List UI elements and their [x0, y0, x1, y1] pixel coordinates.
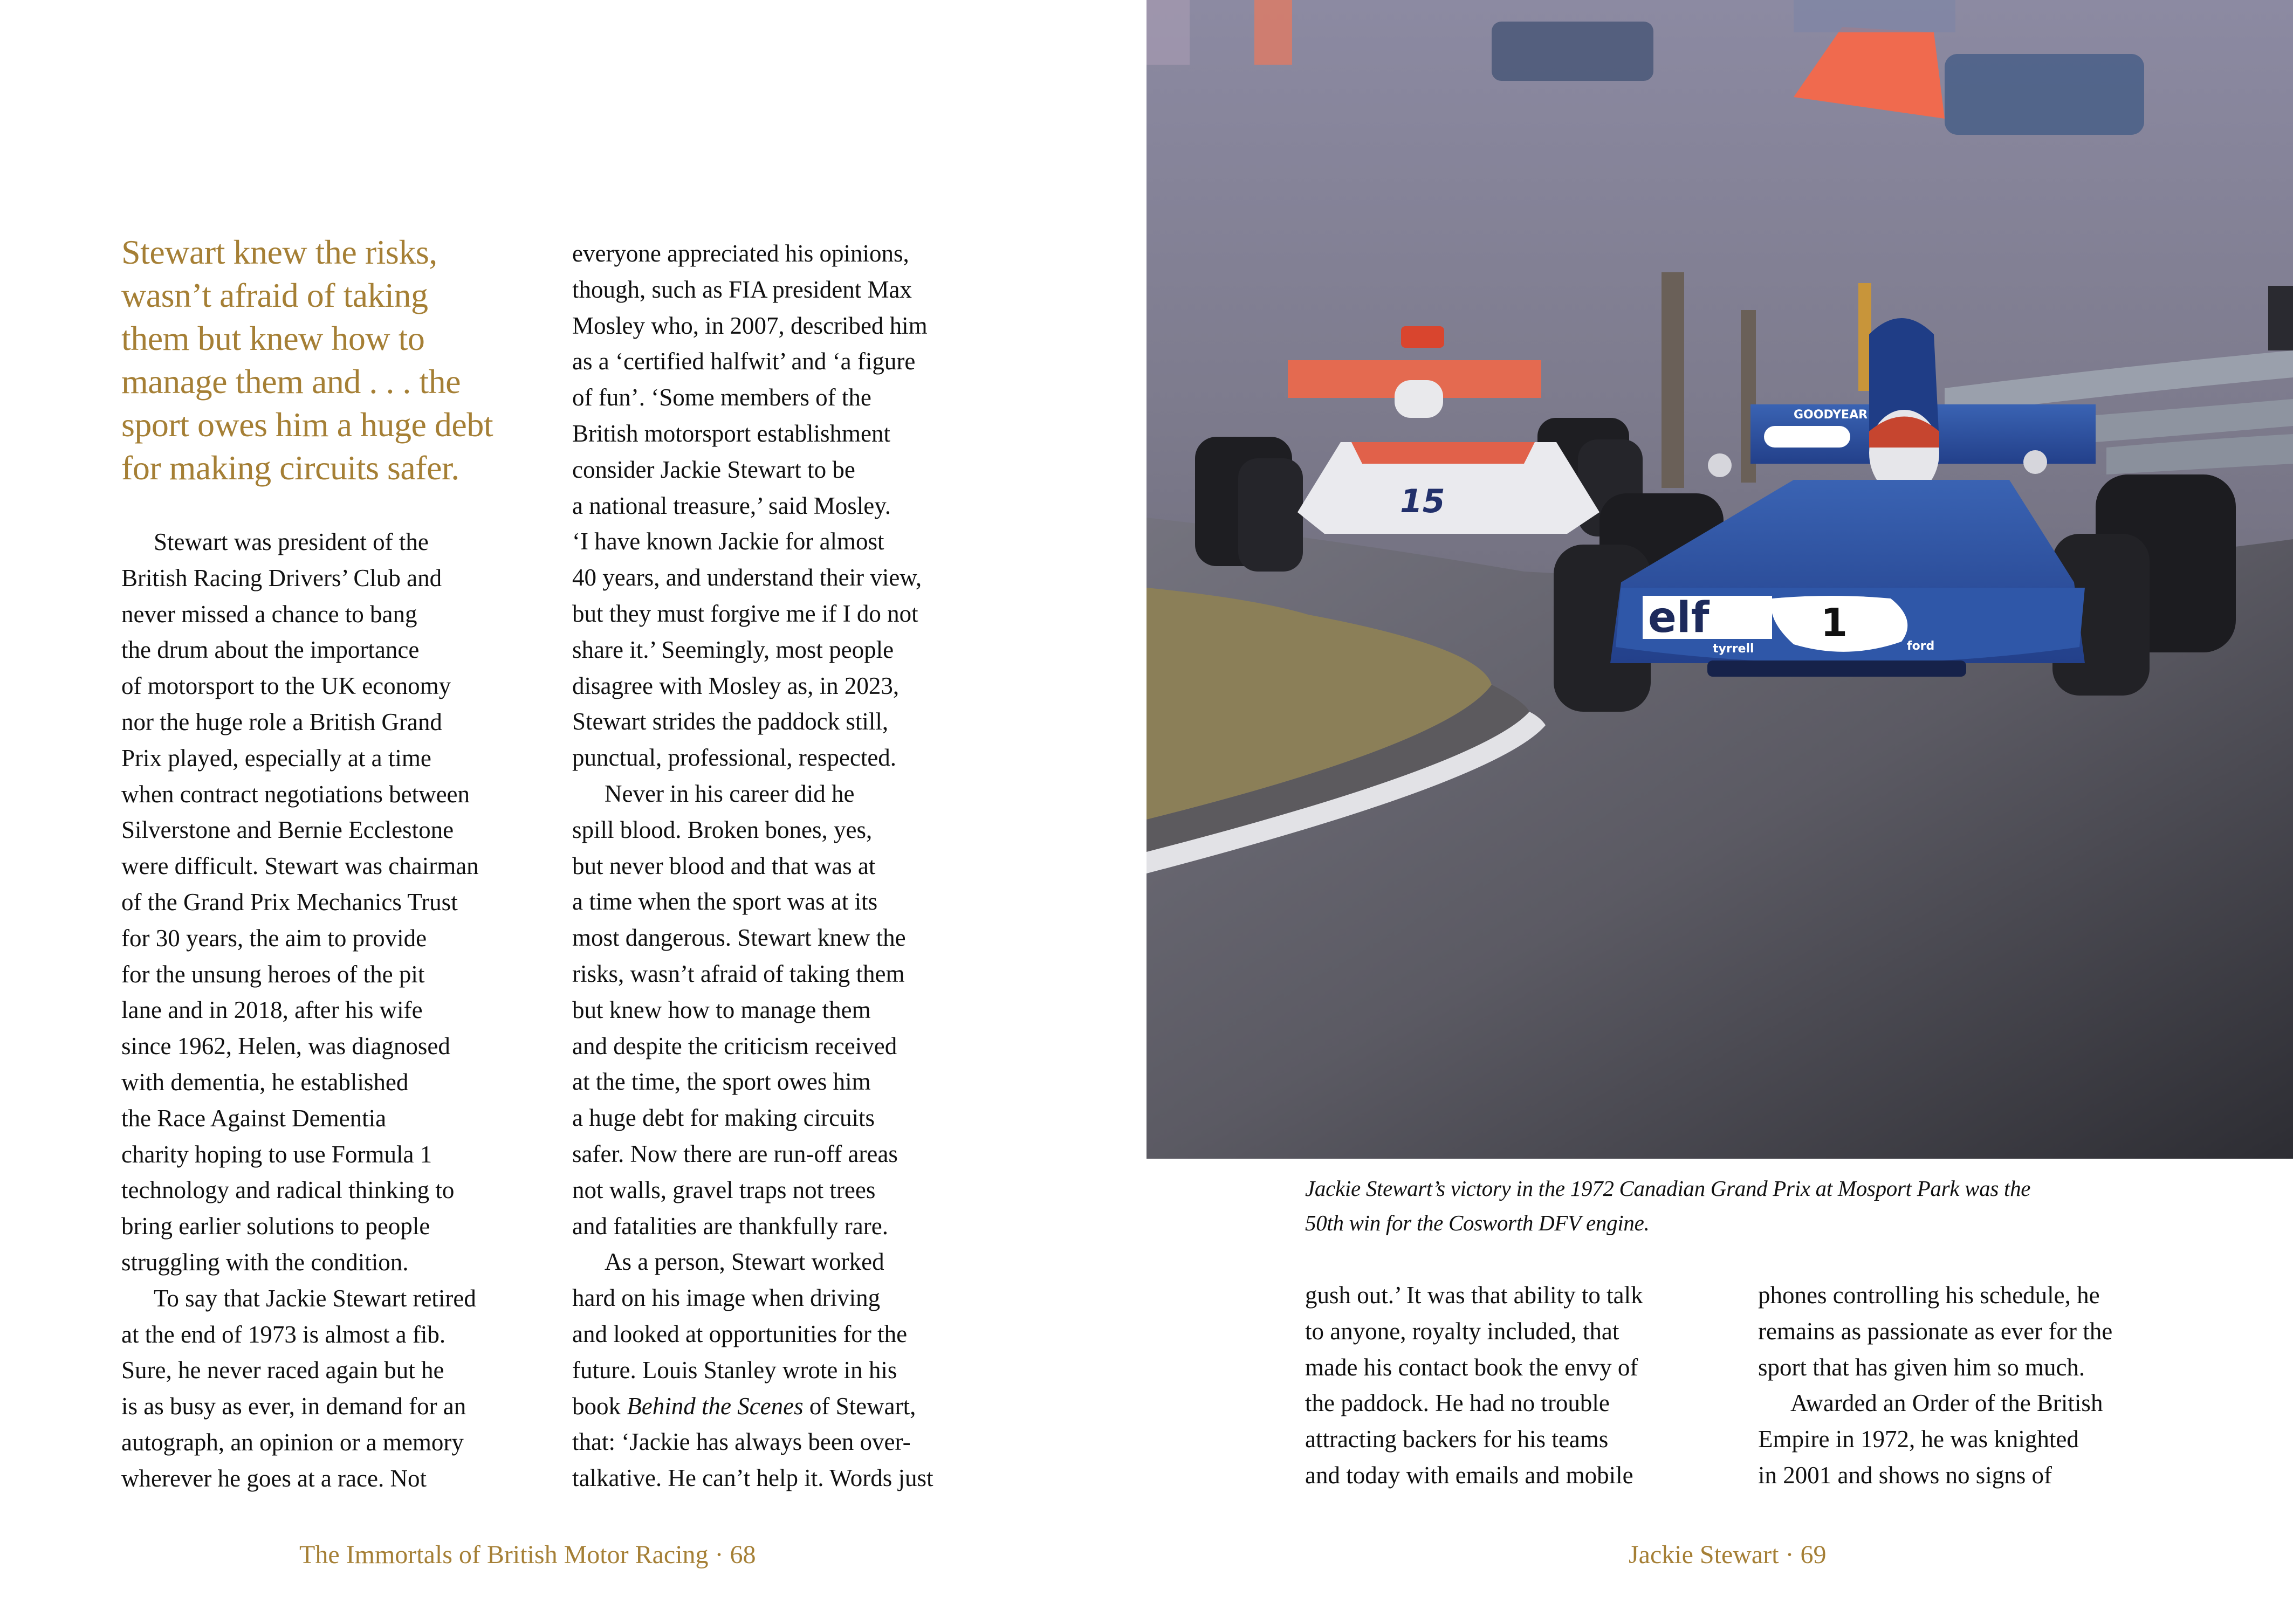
body-line: not walls, gravel traps not trees	[572, 1176, 876, 1203]
body-line: but they must forgive me if I do not	[572, 600, 918, 627]
pull-quote-line: wasn’t afraid of taking	[121, 276, 428, 314]
running-footer-right: Jackie Stewart · 69	[1629, 1540, 1827, 1569]
body-line: Awarded an Order of the British	[1790, 1389, 2103, 1417]
race-photo-illustration	[1146, 0, 2293, 1159]
body-line: wherever he goes at a race. Not	[121, 1464, 427, 1492]
body-line: and today with emails and mobile	[1305, 1461, 1633, 1489]
body-line: of the Grand Prix Mechanics Trust	[121, 888, 458, 916]
body-line: sport that has given him so much.	[1758, 1353, 2085, 1381]
book-title: Behind the Scenes	[627, 1392, 804, 1420]
body-line: the Race Against Dementia	[121, 1104, 387, 1132]
body-line: for 30 years, the aim to provide	[121, 924, 427, 952]
text-run: of Stewart,	[803, 1392, 916, 1420]
body-line: phones controlling his schedule, he	[1758, 1282, 2100, 1309]
body-line: never missed a chance to bang	[121, 600, 417, 628]
body-line: As a person, Stewart worked	[605, 1248, 884, 1276]
body-line: ‘I have known Jackie for almost	[572, 528, 884, 555]
body-line: Stewart was president of the	[154, 528, 429, 555]
body-line: punctual, professional, respected.	[572, 744, 897, 772]
body-line: and fatalities are thankfully rare.	[572, 1212, 888, 1240]
body-line: safer. Now there are run-off areas	[572, 1140, 898, 1167]
body-line: future. Louis Stanley wrote in his	[572, 1356, 897, 1384]
body-line: is as busy as ever, in demand for an	[121, 1393, 466, 1420]
body-line: at the time, the sport owes him	[572, 1068, 871, 1096]
body-line: were difficult. Stewart was chairman	[121, 852, 479, 880]
body-line: Empire in 1972, he was knighted	[1758, 1426, 2079, 1453]
body-line: made his contact book the envy of	[1305, 1353, 1638, 1381]
body-line: that: ‘Jackie has always been over-	[572, 1428, 911, 1456]
body-line: consider Jackie Stewart to be	[572, 456, 855, 483]
body-line: charity hoping to use Formula 1	[121, 1140, 432, 1168]
body-line: lane and in 2018, after his wife	[121, 996, 423, 1024]
photo-caption	[1305, 1171, 2222, 1240]
body-line: when contract negotiations between	[121, 780, 470, 808]
body-line: bring earlier solutions to people	[121, 1213, 430, 1240]
left-page	[0, 0, 1146, 1624]
pull-quote-line: them but knew how to	[121, 319, 425, 357]
text-run: book	[572, 1392, 627, 1420]
body-line: talkative. He can’t help it. Words just	[572, 1464, 933, 1492]
body-line: technology and radical thinking to	[121, 1176, 455, 1204]
pull-quote-line: manage them and . . . the	[121, 362, 461, 401]
svg-text:tyrrell: tyrrell	[1713, 642, 1754, 656]
body-line: a national treasure,’ said Mosley.	[572, 492, 891, 519]
body-line: gush out.’ It was that ability to talk	[1305, 1282, 1643, 1309]
body-line: British Racing Drivers’ Club and	[121, 564, 442, 591]
body-line: and despite the criticism received	[572, 1032, 897, 1059]
body-line: of motorsport to the UK economy	[121, 672, 451, 700]
body-column-2	[572, 236, 998, 1496]
body-line: since 1962, Helen, was diagnosed	[121, 1033, 450, 1060]
body-line: in 2001 and shows no signs of	[1758, 1461, 2052, 1489]
pull-quote-line: sport owes him a huge debt	[121, 405, 493, 444]
body-line: share it.’ Seemingly, most people	[572, 636, 894, 663]
body-line: as a ‘certified halfwit’ and ‘a figure	[572, 348, 916, 375]
pull-quote	[121, 231, 553, 490]
body-line: most dangerous. Stewart knew the	[572, 924, 906, 952]
body-line: attracting backers for his teams	[1305, 1426, 1609, 1453]
body-line: struggling with the condition.	[121, 1248, 409, 1276]
body-line: though, such as FIA president Max	[572, 276, 912, 303]
pull-quote-line: Stewart knew the risks,	[121, 233, 437, 271]
race-photo	[1146, 0, 2293, 1159]
body-column-3	[1305, 1277, 1731, 1494]
svg-text:elf: elf	[1648, 594, 1710, 642]
body-line: for the unsung heroes of the pit	[121, 960, 425, 988]
body-line: Sure, he never raced again but he	[121, 1357, 444, 1384]
body-line: autograph, an opinion or a memory	[121, 1428, 464, 1456]
svg-text:1: 1	[1821, 600, 1848, 645]
body-line: a huge debt for making circuits	[572, 1104, 875, 1132]
caption-line: 50th win for the Cosworth DFV engine.	[1305, 1210, 1650, 1235]
body-line: a time when the sport was at its	[572, 888, 878, 916]
body-column-4	[1758, 1277, 2184, 1494]
svg-text:GOODYEAR: GOODYEAR	[1794, 408, 1868, 422]
body-line: but never blood and that was at	[572, 852, 876, 879]
caption-line: Jackie Stewart’s victory in the 1972 Canadian Grand Prix at Mosport Park was the	[1305, 1176, 2031, 1201]
body-line: remains as passionate as ever for the	[1758, 1317, 2113, 1345]
body-line: but knew how to manage them	[572, 996, 871, 1023]
body-line: disagree with Mosley as, in 2023,	[572, 672, 900, 699]
body-line: spill blood. Broken bones, yes,	[572, 816, 873, 843]
pull-quote-line: for making circuits safer.	[121, 449, 459, 487]
body-line: hard on his image when driving	[572, 1284, 881, 1312]
body-line: everyone appreciated his opinions,	[572, 240, 909, 267]
body-line: the drum about the importance	[121, 636, 420, 664]
svg-text:15: 15	[1400, 483, 1445, 520]
body-line: To say that Jackie Stewart retired	[154, 1284, 476, 1312]
body-line: with dementia, he established	[121, 1068, 409, 1096]
running-footer-left: The Immortals of British Motor Racing · 68	[299, 1540, 756, 1569]
body-line: Never in his career did he	[605, 780, 855, 807]
body-line: 40 years, and understand their view,	[572, 564, 922, 591]
body-line: Stewart strides the paddock still,	[572, 708, 889, 735]
body-line: British motorsport establishment	[572, 419, 890, 447]
body-line: the paddock. He had no trouble	[1305, 1389, 1610, 1417]
body-line: Prix played, especially at a time	[121, 744, 431, 772]
body-line-book-title	[572, 1388, 998, 1425]
body-line: of fun’. ‘Some members of the	[572, 384, 871, 411]
body-column-1	[121, 524, 547, 1497]
body-line: Silverstone and Bernie Ecclestone	[121, 816, 454, 844]
svg-text:ford: ford	[1907, 639, 1935, 653]
body-line: at the end of 1973 is almost a fib.	[121, 1320, 446, 1348]
body-line: and looked at opportunities for the	[572, 1320, 908, 1347]
body-line: to anyone, royalty included, that	[1305, 1317, 1619, 1345]
body-line: Mosley who, in 2007, described him	[572, 312, 928, 339]
body-line: risks, wasn’t afraid of taking them	[572, 960, 905, 987]
body-line: nor the huge role a British Grand	[121, 708, 442, 735]
